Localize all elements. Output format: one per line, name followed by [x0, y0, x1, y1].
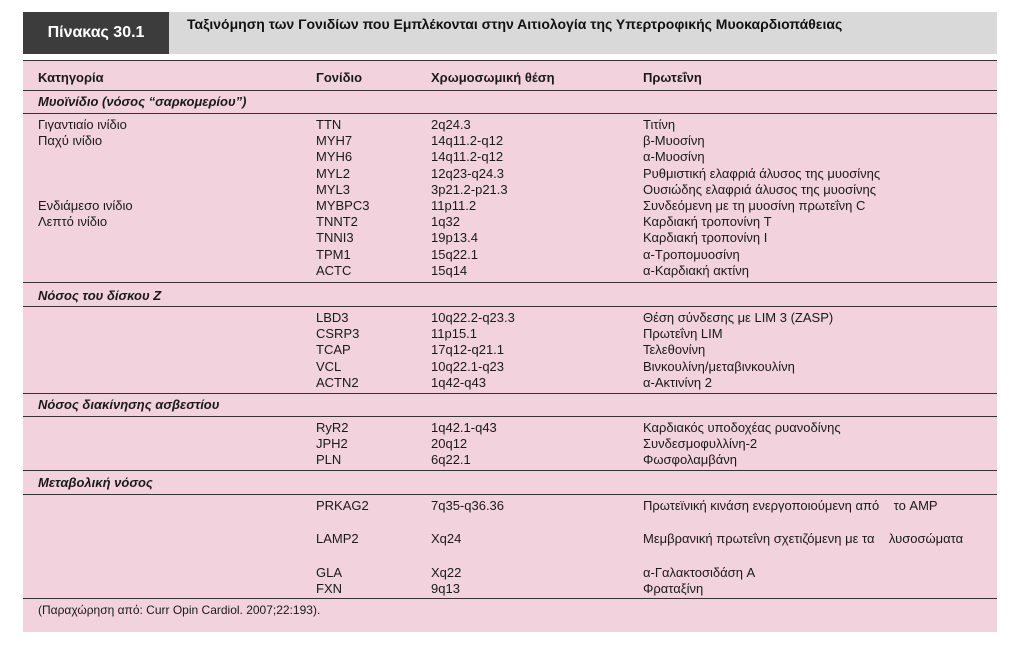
- section-rule: [23, 282, 997, 283]
- footnote: (Παραχώρηση από: Curr Opin Cardiol. 2007;22:193).: [38, 603, 321, 617]
- locus-cell: 20q12: [431, 436, 468, 452]
- table-header-bar: [23, 12, 997, 54]
- locus-cell: 11p15.1: [431, 326, 478, 342]
- gene-cell: TNNT2: [316, 214, 358, 230]
- protein-cell: α-Μυοσίνη: [643, 149, 705, 165]
- protein-cell: Φραταξίνη: [643, 581, 704, 596]
- table-number-badge: Πίνακας 30.1: [23, 12, 169, 54]
- section-rule: [23, 470, 997, 471]
- gene-cell: JPH2: [316, 436, 348, 452]
- gene-cell: GLA: [316, 564, 343, 580]
- table-title: Ταξινόμηση των Γονιδίων που Εμπλέκονται στην Αιτιολογία της Υπερτροφικής Μυοκαρδιοπάθειας: [187, 16, 843, 32]
- gene-table: [23, 60, 997, 632]
- col-header-gene: Γονίδιο: [316, 70, 363, 85]
- locus-cell: 2q24.3: [431, 117, 471, 132]
- protein-cell: β-Μυοσίνη: [643, 133, 705, 149]
- section-rule: [23, 494, 997, 495]
- gene-cell: ACTC: [316, 262, 352, 278]
- locus-cell: 6q22.1: [431, 452, 471, 468]
- locus-cell: 3p21.2-p21.3: [431, 181, 508, 197]
- section-title: Μεταβολική νόσος: [38, 475, 153, 490]
- locus-cell: 10q22.2-q23.3: [431, 310, 515, 325]
- section-rule: [23, 306, 997, 307]
- section-title: Νόσος διακίνησης ασβεστίου: [38, 397, 220, 412]
- gene-cell: MYL3: [316, 181, 350, 197]
- section-title: Μυοϊνίδιο (νόσος “σαρκομερίου”): [38, 94, 247, 109]
- protein-cell: Πρωτεϊνική κινάση ενεργοποιούμενη από το AMP: [643, 498, 938, 513]
- protein-cell: Μεμβρανική πρωτεΐνη σχετιζόμενη με τα λυσοσώματα: [643, 531, 964, 547]
- locus-cell: 12q23-q24.3: [431, 165, 505, 181]
- locus-cell: 9q13: [431, 581, 460, 596]
- gene-cell: TNNI3: [316, 230, 354, 246]
- locus-cell: 1q42-q43: [431, 374, 486, 390]
- section-rule: [23, 113, 997, 114]
- locus-cell: 11p11.2: [431, 198, 477, 213]
- protein-cell: α-Τροπομυοσίνη: [643, 246, 740, 262]
- top-rule: [23, 60, 997, 61]
- section-rule: [23, 416, 997, 417]
- protein-cell: Φωσφολαμβάνη: [643, 452, 737, 468]
- gene-cell: FXN: [316, 581, 342, 596]
- gene-cell: LBD3: [316, 310, 349, 325]
- locus-cell: Xq24: [431, 531, 462, 547]
- gene-cell: MYL2: [316, 165, 350, 181]
- locus-cell: 1q42.1-q43: [431, 420, 497, 435]
- gene-cell: MYH6: [316, 149, 353, 165]
- protein-cell: Καρδιακή τροπονίνη T: [643, 214, 772, 230]
- col-header-category: Κατηγορία: [38, 70, 104, 85]
- gene-cell: TCAP: [316, 342, 351, 358]
- category-cell: Λεπτό ινίδιο: [38, 214, 108, 230]
- locus-cell: 15q14: [431, 262, 468, 278]
- gene-cell: CSRP3: [316, 326, 360, 342]
- category-cell: Ενδιάμεσο ινίδιο: [38, 198, 133, 213]
- locus-cell: Xq22: [431, 564, 462, 580]
- gene-cell: MYBPC3: [316, 198, 370, 213]
- bottom-rule: [23, 598, 997, 599]
- protein-cell: Συνδεσμοφυλλίνη-2: [643, 436, 758, 452]
- protein-cell: Ρυθμιστική ελαφριά άλυσος της μυοσίνης: [643, 165, 881, 181]
- gene-cell: TPM1: [316, 246, 351, 262]
- protein-cell: α-Γαλακτοσιδάση A: [643, 564, 756, 580]
- gene-cell: LAMP2: [316, 531, 359, 547]
- gene-cell: ACTN2: [316, 374, 359, 390]
- protein-cell: Καρδιακός υποδοχέας ρυανοδίνης: [643, 420, 841, 435]
- locus-cell: 14q11.2-q12: [431, 149, 504, 165]
- locus-cell: 10q22.1-q23: [431, 358, 505, 374]
- locus-cell: 7q35-q36.36: [431, 498, 505, 513]
- locus-cell: 17q12-q21.1: [431, 342, 505, 358]
- section-title: Νόσος του δίσκου Z: [38, 288, 162, 303]
- locus-cell: 1q32: [431, 214, 460, 230]
- col-header-locus: Χρωμοσωμική θέση: [431, 70, 555, 85]
- locus-cell: 19p13.4: [431, 230, 478, 246]
- gene-cell: PLN: [316, 452, 342, 468]
- locus-cell: 14q11.2-q12: [431, 133, 504, 149]
- protein-cell: Θέση σύνδεσης με LIM 3 (ZASP): [643, 310, 834, 325]
- gene-cell: TTN: [316, 117, 342, 132]
- gene-cell: VCL: [316, 358, 342, 374]
- category-cell: Παχύ ινίδιο: [38, 133, 103, 149]
- protein-cell: α-Καρδιακή ακτίνη: [643, 262, 750, 278]
- protein-cell: Συνδεόμενη με τη μυοσίνη πρωτεΐνη C: [643, 198, 866, 213]
- protein-cell: Ουσιώδης ελαφριά άλυσος της μυοσίνης: [643, 181, 877, 197]
- protein-cell: Τιτίνη: [643, 117, 676, 132]
- category-cell: Γιγαντιαίο ινίδιο: [38, 117, 127, 132]
- protein-cell: Πρωτεΐνη LIM: [643, 326, 723, 342]
- gene-cell: RyR2: [316, 420, 349, 435]
- protein-cell: Τελεθονίνη: [643, 342, 706, 358]
- header-rule: [23, 90, 997, 91]
- gene-cell: PRKAG2: [316, 498, 369, 513]
- col-header-protein: Πρωτεΐνη: [643, 70, 702, 85]
- locus-cell: 15q22.1: [431, 246, 478, 262]
- protein-cell: Καρδιακή τροπονίνη I: [643, 230, 768, 246]
- section-rule: [23, 393, 997, 394]
- gene-cell: MYH7: [316, 133, 353, 149]
- protein-cell: α-Ακτινίνη 2: [643, 374, 712, 390]
- protein-cell: Βινκουλίνη/μεταβινκουλίνη: [643, 358, 795, 374]
